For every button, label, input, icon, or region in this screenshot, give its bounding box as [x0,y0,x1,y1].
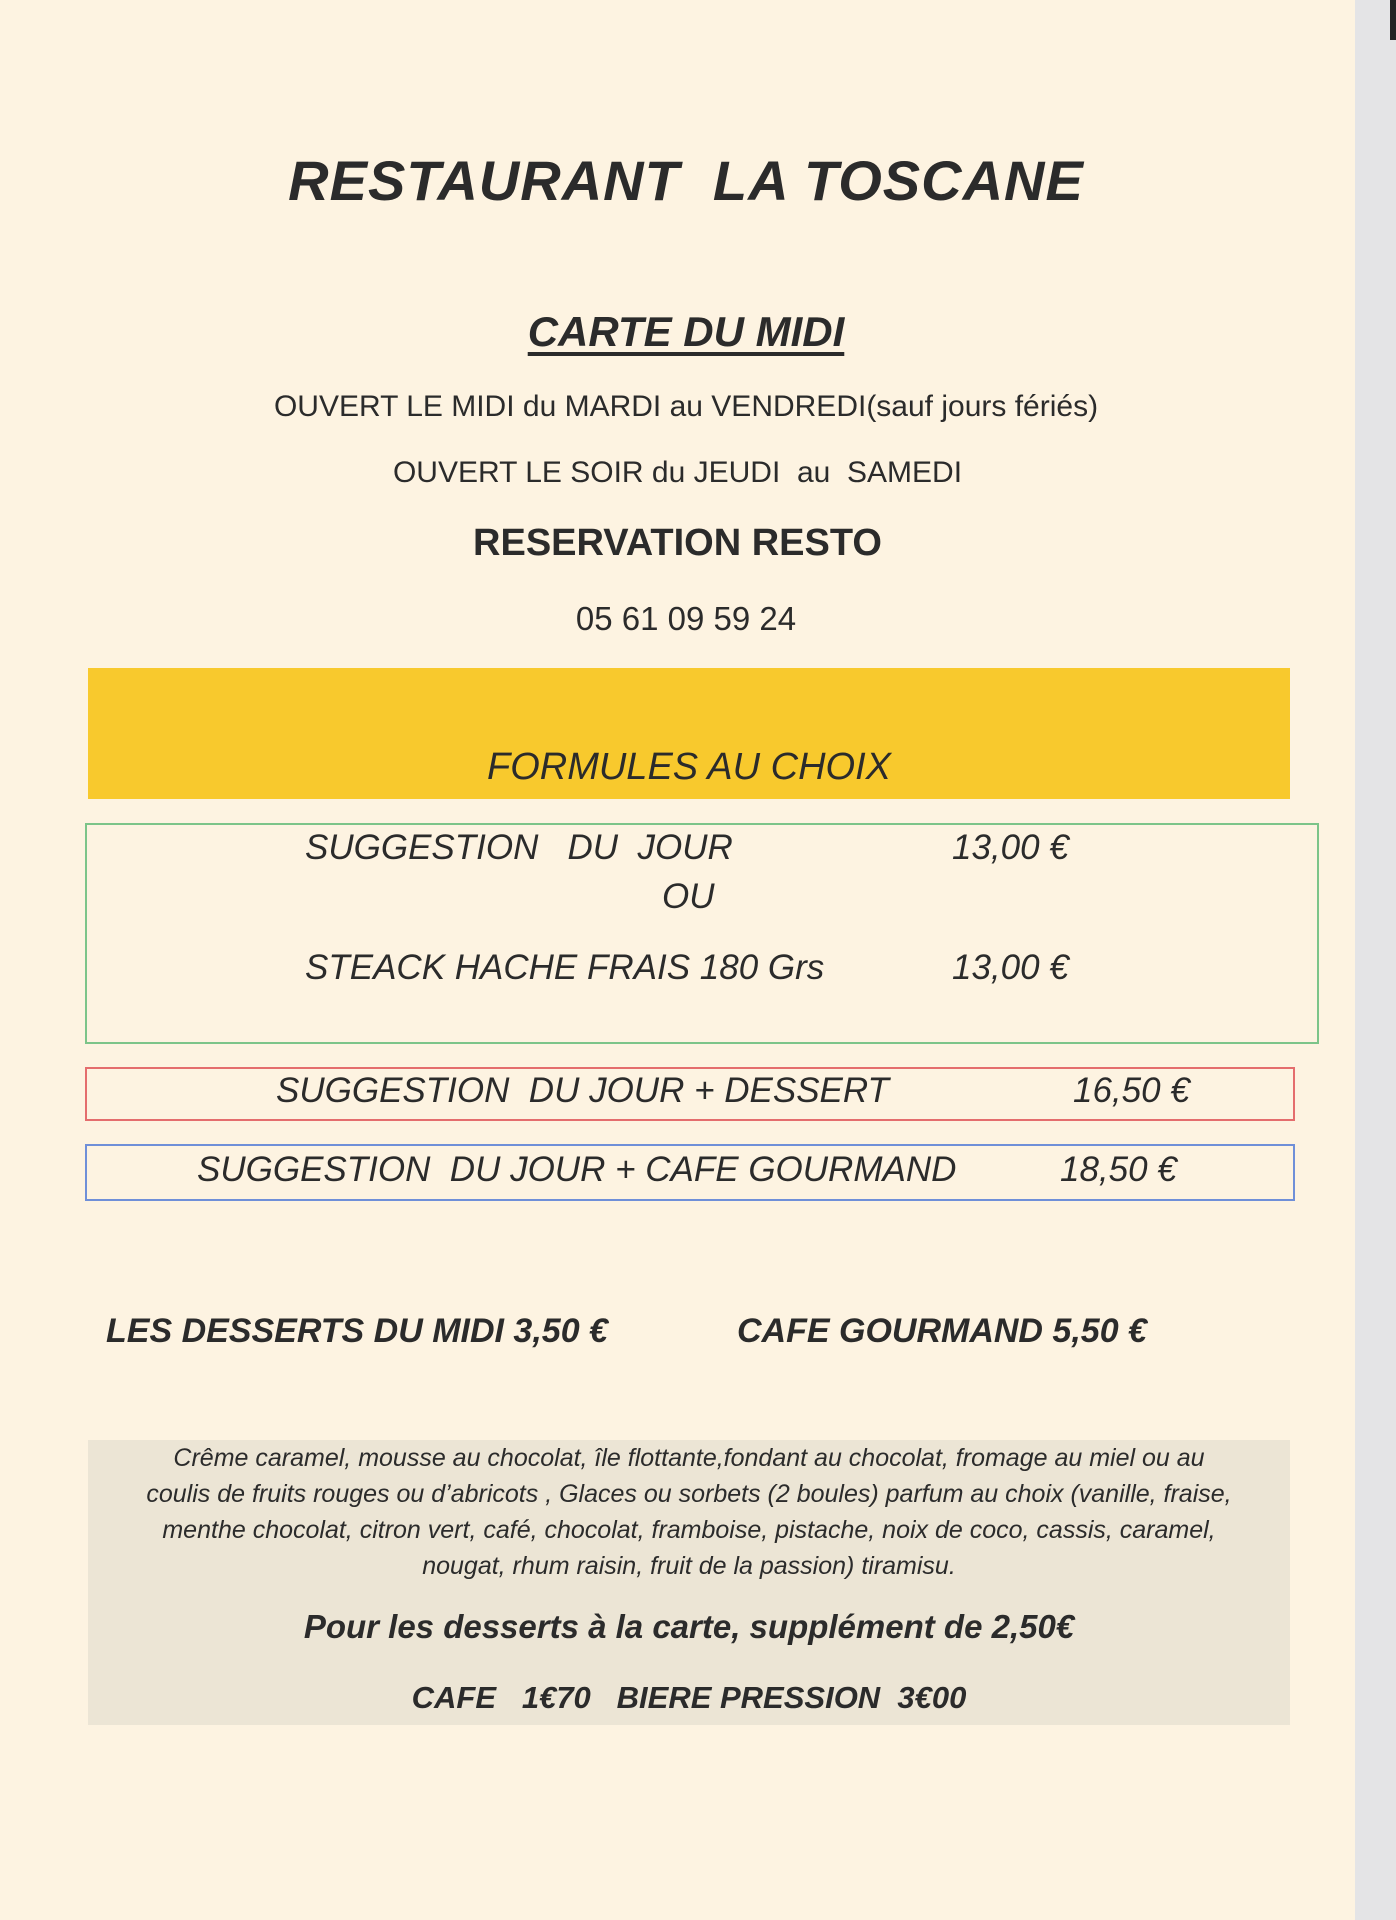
lunch-hours: OUVERT LE MIDI du MARDI au VENDREDI(sauf jours fériés) [273,390,1099,423]
formule-cafe-gourmand-price: 18,50 € [1060,1150,1177,1189]
dessert-list-line: Crême caramel, mousse au chocolat, île flottante,fondant au chocolat, fromage au miel ou au [173,1444,1205,1472]
dessert-list-line: coulis de fruits rouges ou d’abricots , Glaces ou sorbets (2 boules) parfum au choix (vanille, fraise, [146,1480,1232,1508]
desserts-midi-price: LES DESSERTS DU MIDI 3,50 € [106,1312,608,1350]
evening-hours: OUVERT LE SOIR du JEUDI au SAMEDI [392,456,963,489]
formule-steack-label: STEACK HACHE FRAIS 180 Grs [305,948,825,987]
dessert-list-line: nougat, rhum raisin, fruit de la passion) tiramisu. [422,1552,956,1580]
formule-separator: OU [662,877,715,916]
formule-suggestion-price: 13,00 € [952,828,1069,867]
restaurant-title: RESTAURANT LA TOSCANE [288,149,1084,212]
scan-edge-shadow [1390,0,1396,40]
drinks-prices: CAFE 1€70 BIERE PRESSION 3€00 [411,1680,967,1715]
cafe-gourmand-price: CAFE GOURMAND 5,50 € [737,1312,1147,1350]
formules-banner-text: FORMULES AU CHOIX [487,746,891,788]
scan-edge [1355,0,1396,1920]
dessert-supplement: Pour les desserts à la carte, supplément de 2,50€ [303,1608,1075,1645]
formule-steack-price: 13,00 € [952,948,1069,987]
formule-suggestion-label: SUGGESTION DU JOUR [305,828,733,867]
menu-subtitle: CARTE DU MIDI [527,308,845,355]
formule-dessert-label: SUGGESTION DU JOUR + DESSERT [276,1071,889,1110]
formule-dessert-price: 16,50 € [1073,1071,1190,1110]
formule-cafe-gourmand-label: SUGGESTION DU JOUR + CAFE GOURMAND [197,1150,957,1189]
reservation-label: RESERVATION RESTO [473,522,882,564]
phone-number: 05 61 09 59 24 [575,600,797,637]
dessert-list-line: menthe chocolat, citron vert, café, chocolat, framboise, pistache, noix de coco, cassis, caramel, [162,1516,1216,1544]
dessert-list [88,1440,1290,1584]
